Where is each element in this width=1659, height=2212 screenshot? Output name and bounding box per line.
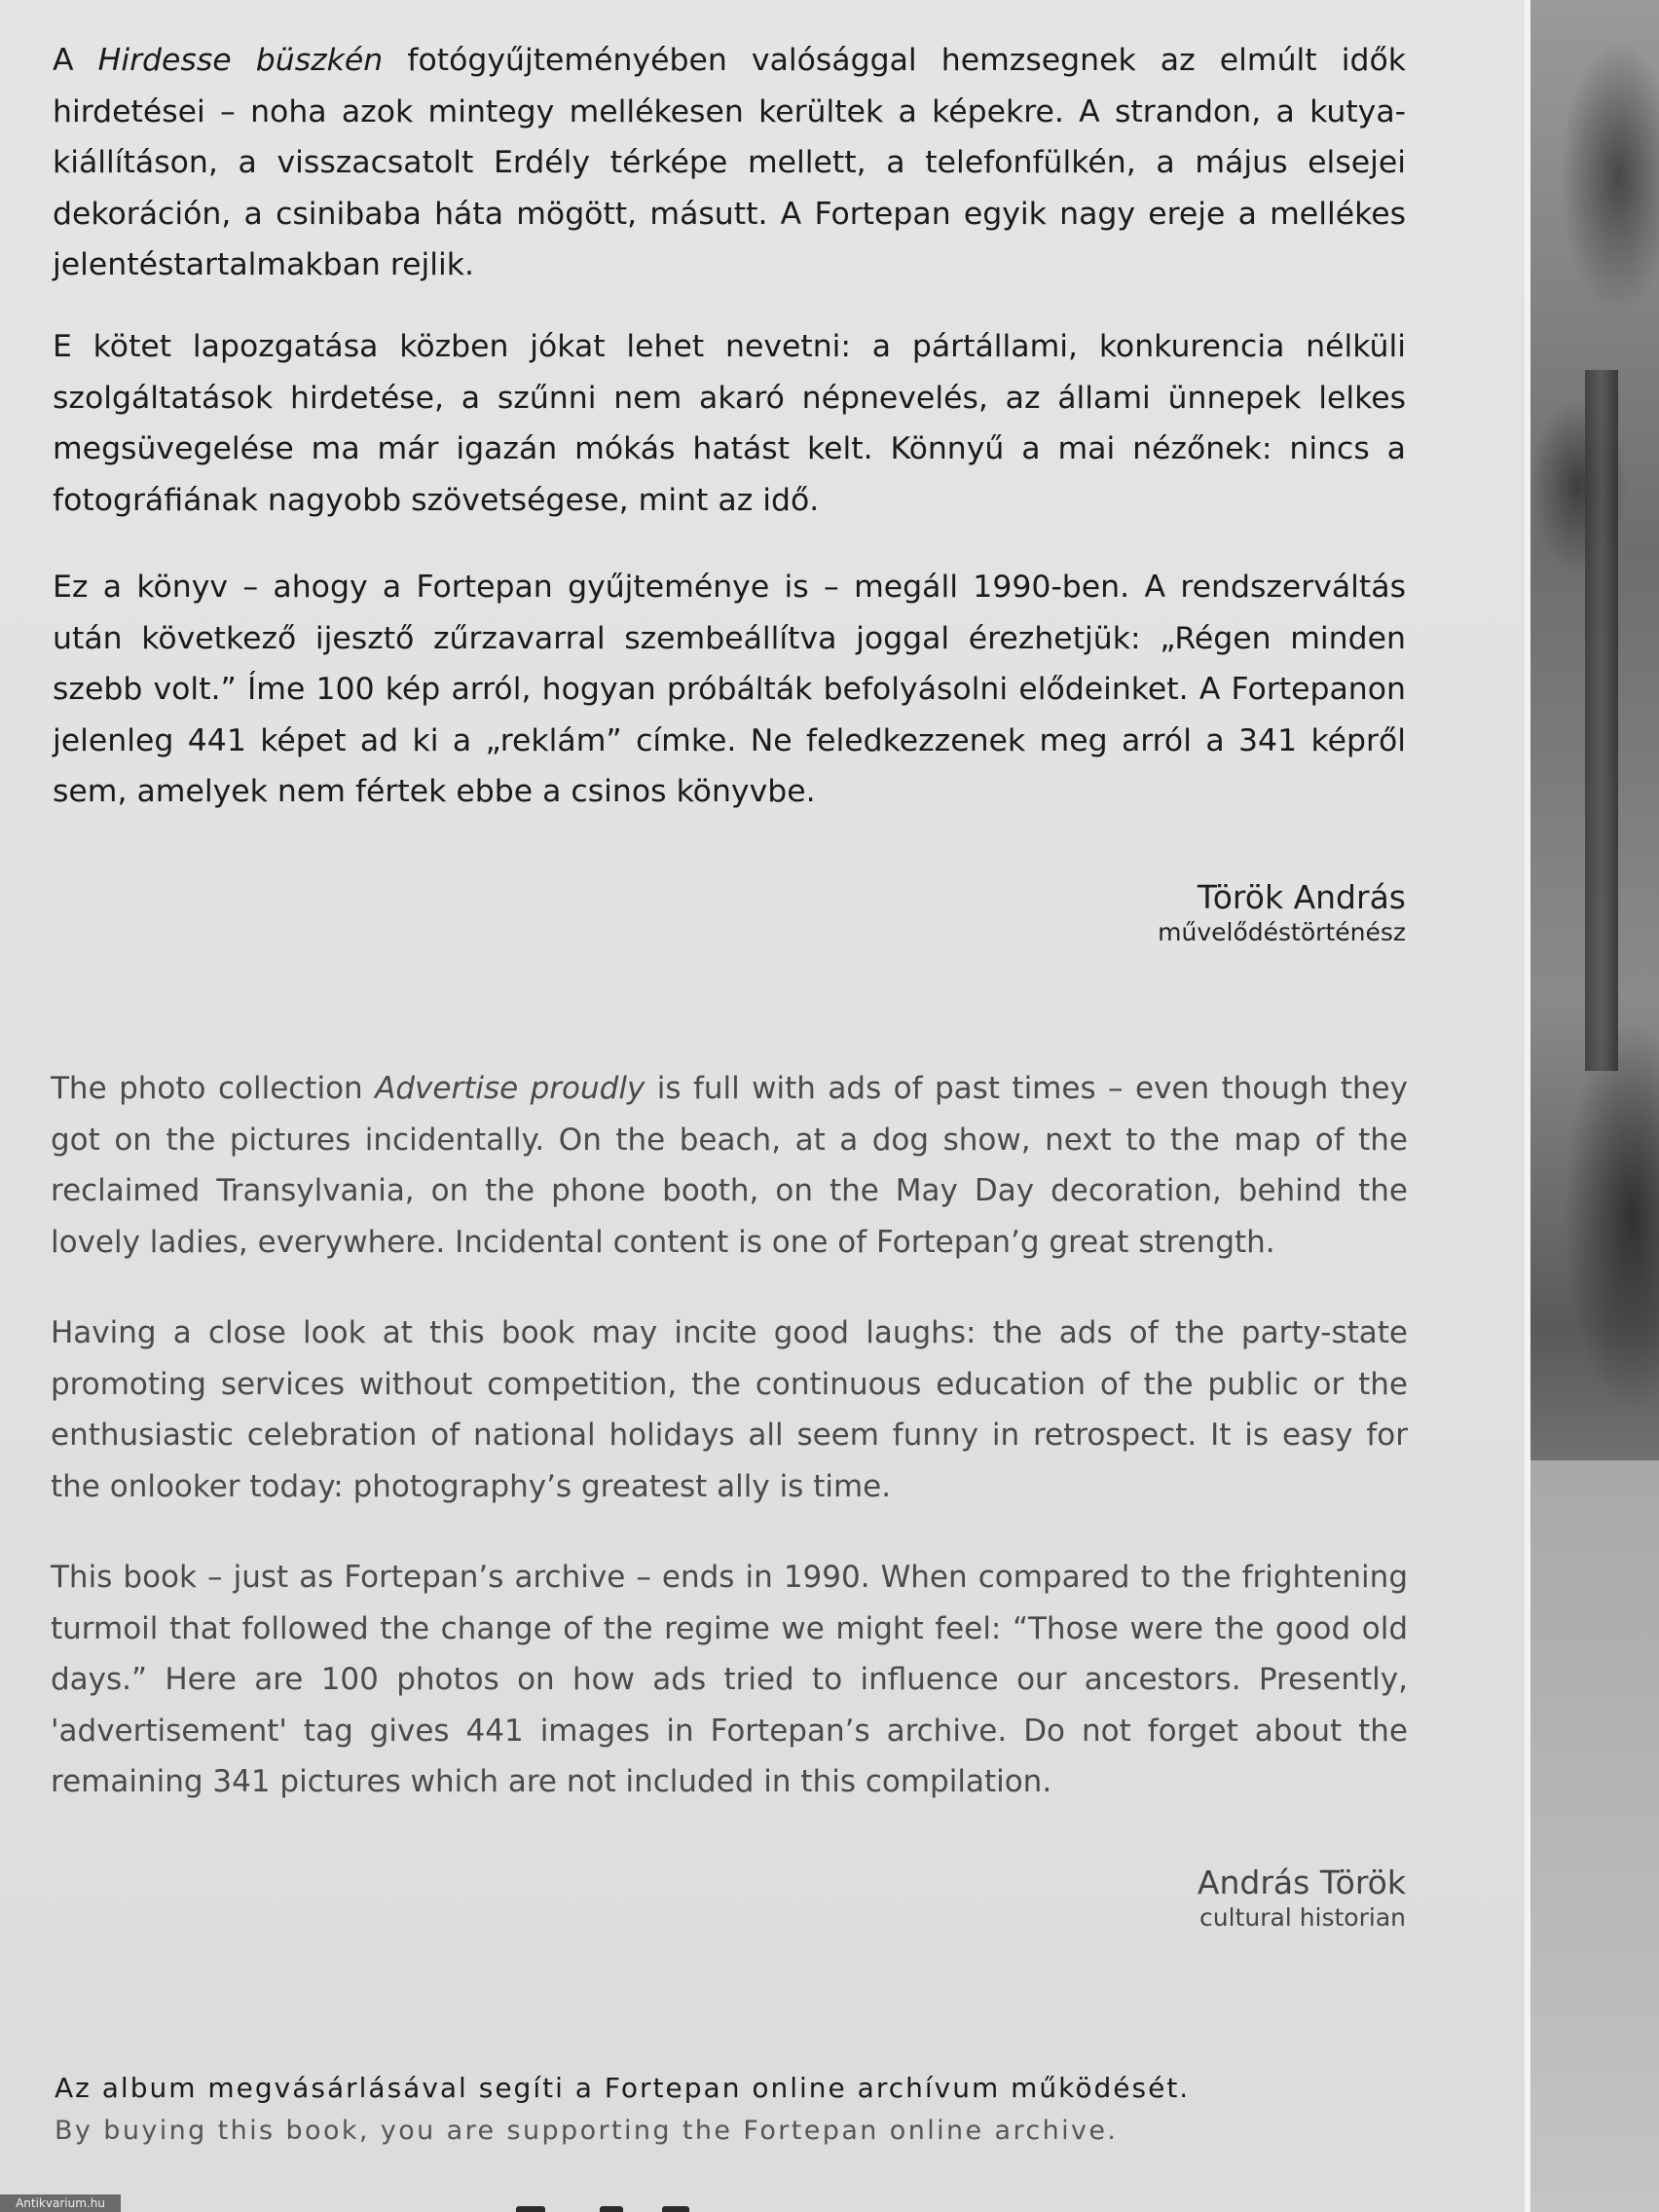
english-author-name: András Török	[1197, 1863, 1406, 1901]
hungarian-signature	[1158, 878, 1406, 948]
english-paragraph-1-rest: is full with ads of past times – even though they got on the pictures incidentally. On the beach, at a dog show, next to the map of the reclaimed Transylvania, on the phone booth, on the May Day decoration, behind the lovely ladies, everywhere. Incidental content is one of Fortepan’g great strength.	[51, 1071, 1408, 1260]
footer-english: By buying this book, you are supporting the Fortepan online archive.	[55, 2116, 1119, 2146]
photo-tree-trunk	[1585, 370, 1618, 1071]
english-author-role: cultural historian	[1199, 1903, 1406, 1932]
hungarian-paragraph-1	[53, 35, 1406, 291]
hungarian-paragraph-3: Ez a könyv – ahogy a Fortepan gyűjteménye is – megáll 1990-ben. A rendszerváltás után következő ijesztő zűrzavarral szembeállítva joggal érezhetjük: „Régen minden szebb volt.” Íme 100 kép arról, hogyan próbálták befolyásolni elődeinket. A Fortepanon jelenleg 441 képet ad ki a „reklám” címke. Ne feledkezzenek meg arról a 341 képről sem, amelyek nem fértek ebbe a csinos könyvbe.	[53, 570, 1406, 809]
hungarian-author-name: Török András	[1197, 878, 1406, 916]
page-edge	[1525, 0, 1530, 2212]
english-paragraph-3: This book – just as Fortepan’s archive – ends in 1990. When compared to the frightening turmoil that followed the change of the regime we might feel: “Those were the good old days.” Here are 100 photos on how ads tried to influence our ancestors. Presently, 'advertisement' tag gives 441 images in Fortepan’s archive. Do not forget about the remaining 341 pictures which are not included in this compilation.	[51, 1560, 1408, 1799]
hungarian-book-title: Hirdesse büszkén	[97, 43, 384, 78]
hungarian-paragraph-1-start: A	[53, 43, 98, 78]
photo-ground	[1525, 1460, 1659, 2212]
footer-hungarian: Az album megvásárlásával segíti a Fortepan online archívum működését.	[55, 2072, 1191, 2104]
watermark: Antikvarium.hu	[0, 2194, 121, 2212]
english-signature	[1198, 1863, 1406, 1934]
english-paragraph-2: Having a close look at this book may incite good laughs: the ads of the party-state promoting services without competition, the continuous education of the public or the enthusiastic celebration of national holidays all seem funny in retrospect. It is easy for the onlooker today: photography’s greatest ally is time.	[51, 1315, 1408, 1504]
hungarian-author-role: művelődéstörténész	[1158, 918, 1406, 946]
cropped-logo-fragment	[506, 2198, 701, 2212]
english-paragraph-1-start: The photo collection	[51, 1071, 376, 1106]
english-book-title: Advertise proudly	[375, 1071, 645, 1106]
english-paragraph-1	[51, 1063, 1408, 1268]
hungarian-paragraph-2: E kötet lapozgatása közben jókat lehet nevetni: a pártállami, konkurencia nélküli szolgáltatások hirdetése, a szűnni nem akaró népnevelés, az állami ünnepek lelkes megsüvegelése ma már igazán mókás hatást kelt. Könnyű a mai nézőnek: nincs a fotográfiának nagyobb szövetségese, mint az idő.	[53, 329, 1406, 518]
cover-photo-edge	[1525, 0, 1659, 2212]
hungarian-paragraph-1-rest: fotógyűjteményében valósággal hemzsegnek az elmúlt idők hirdetései – noha azok mintegy mellékesen kerültek a képekre. A strandon, a kutyakiállításon, a visszacsatolt Erdély térképe mellett, a telefonfülkén, a május elsejei dekoráción, a csinibaba háta mögött, másutt. A Fortepan egyik nagy ereje a mellékes jelentéstartalmakban rejlik.	[53, 43, 1407, 282]
